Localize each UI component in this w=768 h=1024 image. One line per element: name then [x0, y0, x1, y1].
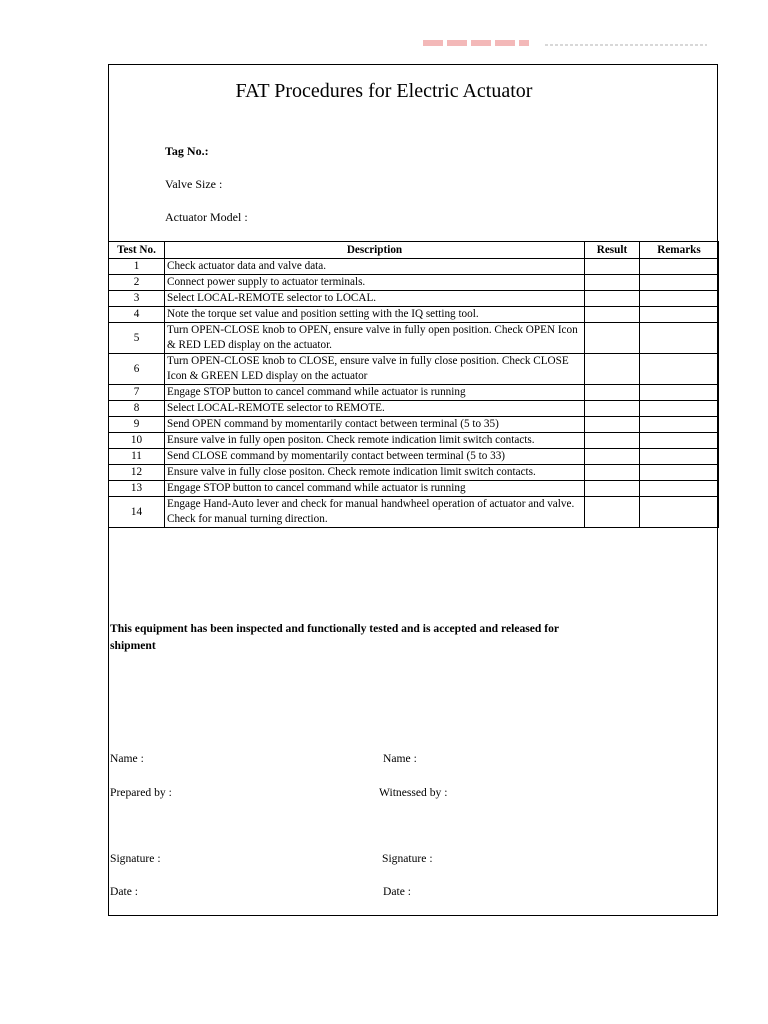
result-cell[interactable] — [585, 433, 640, 449]
test-no: 7 — [109, 385, 165, 401]
remarks-cell[interactable] — [640, 433, 719, 449]
table-row — [109, 433, 719, 449]
remarks-cell[interactable] — [640, 481, 719, 497]
result-cell[interactable] — [585, 417, 640, 433]
test-no: 11 — [109, 449, 165, 465]
test-description: Check actuator data and valve data. — [165, 259, 585, 275]
remarks-cell[interactable] — [640, 449, 719, 465]
test-no: 4 — [109, 307, 165, 323]
table-row — [109, 291, 719, 307]
result-cell[interactable] — [585, 259, 640, 275]
test-no: 2 — [109, 275, 165, 291]
witnessed-date-label: Date : — [383, 885, 412, 898]
table-row — [109, 275, 719, 291]
result-cell[interactable] — [585, 291, 640, 307]
witnessed-by-label: Witnessed by : — [379, 786, 448, 799]
result-cell[interactable] — [585, 465, 640, 481]
result-cell[interactable] — [585, 497, 640, 528]
remarks-cell[interactable] — [640, 323, 719, 354]
table-row — [109, 307, 719, 323]
certification-statement: This equipment has been inspected and functionally tested and is accepted and released for shipment — [110, 622, 559, 652]
test-no: 6 — [109, 354, 165, 385]
table-row — [109, 449, 719, 465]
remarks-cell[interactable] — [640, 307, 719, 323]
test-no: 1 — [109, 259, 165, 275]
result-cell[interactable] — [585, 307, 640, 323]
remarks-cell[interactable] — [640, 275, 719, 291]
test-description: Turn OPEN-CLOSE knob to CLOSE, ensure valve in fully close position. Check CLOSE Icon & GREEN LED display on the actuator — [165, 354, 585, 385]
table-row — [109, 481, 719, 497]
valve-size-label: Valve Size : — [165, 177, 223, 191]
result-cell[interactable] — [585, 275, 640, 291]
test-table — [108, 241, 719, 528]
result-cell[interactable] — [585, 323, 640, 354]
remarks-cell[interactable] — [640, 291, 719, 307]
test-description: Turn OPEN-CLOSE knob to OPEN, ensure valve in fully open position. Check OPEN Icon & RED LED display on the actuator. — [165, 323, 585, 354]
table-row — [109, 465, 719, 481]
test-no: 14 — [109, 497, 165, 528]
test-no: 8 — [109, 401, 165, 417]
test-no: 10 — [109, 433, 165, 449]
test-description: Send OPEN command by momentarily contact between terminal (5 to 35) — [165, 417, 585, 433]
test-description: Engage STOP button to cancel command while actuator is running — [165, 385, 585, 401]
prepared-signature-label: Signature : — [110, 852, 161, 865]
test-no: 3 — [109, 291, 165, 307]
test-no: 13 — [109, 481, 165, 497]
header-remarks: Remarks — [640, 242, 719, 259]
table-row — [109, 323, 719, 354]
prepared-name-label: Name : — [110, 752, 144, 765]
test-description: Ensure valve in fully close positon. Check remote indication limit switch contacts. — [165, 465, 585, 481]
remarks-cell[interactable] — [640, 465, 719, 481]
header-description: Description — [165, 242, 585, 259]
header-decoration — [423, 40, 529, 46]
header-result: Result — [585, 242, 640, 259]
test-description: Engage Hand-Auto lever and check for manual handwheel operation of actuator and valve. Check for manual turning direction. — [165, 497, 585, 528]
header-test-no: Test No. — [109, 242, 165, 259]
test-description: Engage STOP button to cancel command while actuator is running — [165, 481, 585, 497]
test-description: Connect power supply to actuator terminals. — [165, 275, 585, 291]
table-row — [109, 417, 719, 433]
remarks-cell[interactable] — [640, 354, 719, 385]
test-description: Ensure valve in fully open positon. Check remote indication limit switch contacts. — [165, 433, 585, 449]
header-decoration-line — [545, 44, 707, 46]
remarks-cell[interactable] — [640, 401, 719, 417]
witnessed-signature-label: Signature : — [382, 852, 433, 865]
table-row — [109, 385, 719, 401]
table-row — [109, 497, 719, 528]
test-description: Select LOCAL-REMOTE selector to LOCAL. — [165, 291, 585, 307]
remarks-cell[interactable] — [640, 417, 719, 433]
prepared-date-label: Date : — [110, 885, 139, 898]
tag-no-label: Tag No.: — [165, 144, 209, 158]
test-no: 5 — [109, 323, 165, 354]
table-row — [109, 401, 719, 417]
table-header-row — [109, 242, 719, 259]
document-title: FAT Procedures for Electric Actuator — [235, 80, 533, 102]
actuator-model-label: Actuator Model : — [165, 210, 248, 224]
test-description: Send CLOSE command by momentarily contact between terminal (5 to 33) — [165, 449, 585, 465]
result-cell[interactable] — [585, 449, 640, 465]
test-no: 9 — [109, 417, 165, 433]
test-no: 12 — [109, 465, 165, 481]
witnessed-name-label: Name : — [383, 752, 417, 765]
result-cell[interactable] — [585, 481, 640, 497]
test-description: Select LOCAL-REMOTE selector to REMOTE. — [165, 401, 585, 417]
table-row — [109, 354, 719, 385]
test-description: Note the torque set value and position setting with the IQ setting tool. — [165, 307, 585, 323]
result-cell[interactable] — [585, 401, 640, 417]
prepared-by-label: Prepared by : — [110, 786, 172, 799]
table-row — [109, 259, 719, 275]
remarks-cell[interactable] — [640, 385, 719, 401]
remarks-cell[interactable] — [640, 497, 719, 528]
result-cell[interactable] — [585, 354, 640, 385]
remarks-cell[interactable] — [640, 259, 719, 275]
result-cell[interactable] — [585, 385, 640, 401]
